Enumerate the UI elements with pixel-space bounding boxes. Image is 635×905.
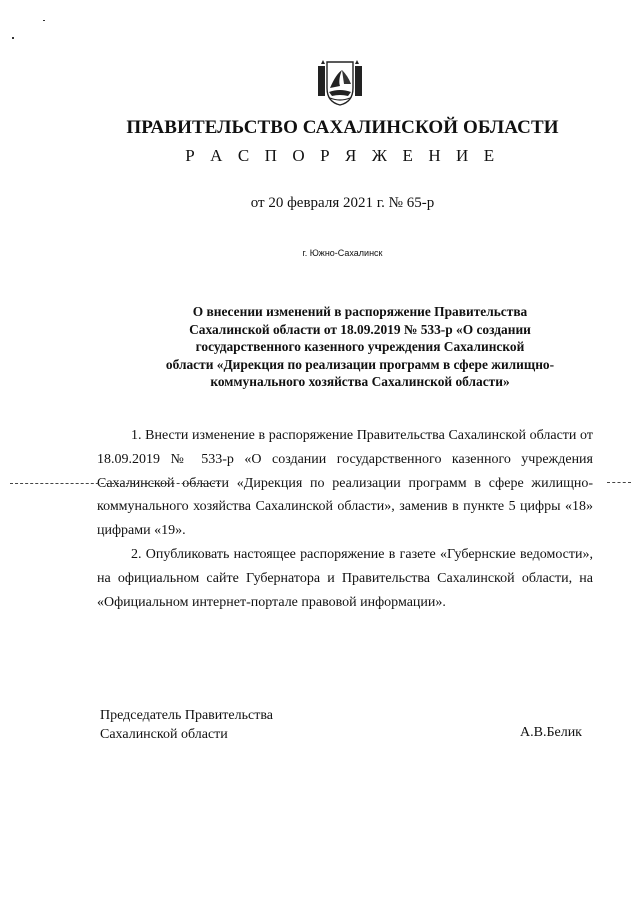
fold-line <box>607 482 631 483</box>
government-title: ПРАВИТЕЛЬСТВО САХАЛИНСКОЙ ОБЛАСТИ <box>126 117 559 138</box>
document-type: Р А С П О Р Я Ж Е Н И Е <box>185 146 500 165</box>
fold-line <box>10 483 220 484</box>
scan-speck <box>12 37 14 39</box>
date-number: от 20 февраля 2021 г. № 65-р <box>250 195 435 211</box>
signatory-name: А.В.Белик <box>520 725 582 740</box>
subject-line: области «Дирекция по реализации программ в сфере жилищно- <box>165 356 555 372</box>
document-subject <box>130 303 590 391</box>
subject-line: О внесении изменений в распоряжение Правительства <box>192 304 528 319</box>
paragraph-1: 1. Внести изменение в распоряжение Правительства Сахалинской области от 18.09.2019 № 533-р «О создании государственного казенного учреждения Сахалинской области «Дирекция по реализации программ в сфере жилищно-коммунального хозяйства Сахалинской области», заменив в пункте 5 цифры «18» цифрами «19». <box>97 428 593 539</box>
paragraph-2: 2. Опубликовать настоящее распоряжение в газете «Губернские ведомости», на официальном сайте Губернатора и Правительства Сахалинской области, на «Официальном интернет-портале правовой информации». <box>97 546 593 610</box>
signatory-position-line: Сахалинской области <box>100 727 228 742</box>
subject-line: коммунального хозяйства Сахалинской области» <box>210 374 510 389</box>
coat-of-arms-icon <box>318 58 362 106</box>
signatory-position-line: Председатель Правительства <box>100 708 273 723</box>
city-label: г. Южно-Сахалинск <box>302 248 383 258</box>
scan-speck <box>43 20 45 21</box>
document-body <box>97 424 593 614</box>
signatory-position <box>100 706 273 744</box>
subject-line: Сахалинской области от 18.09.2019 № 533-р «О создании <box>189 321 531 337</box>
subject-line: государственного казенного учреждения Сахалинской <box>195 339 525 354</box>
